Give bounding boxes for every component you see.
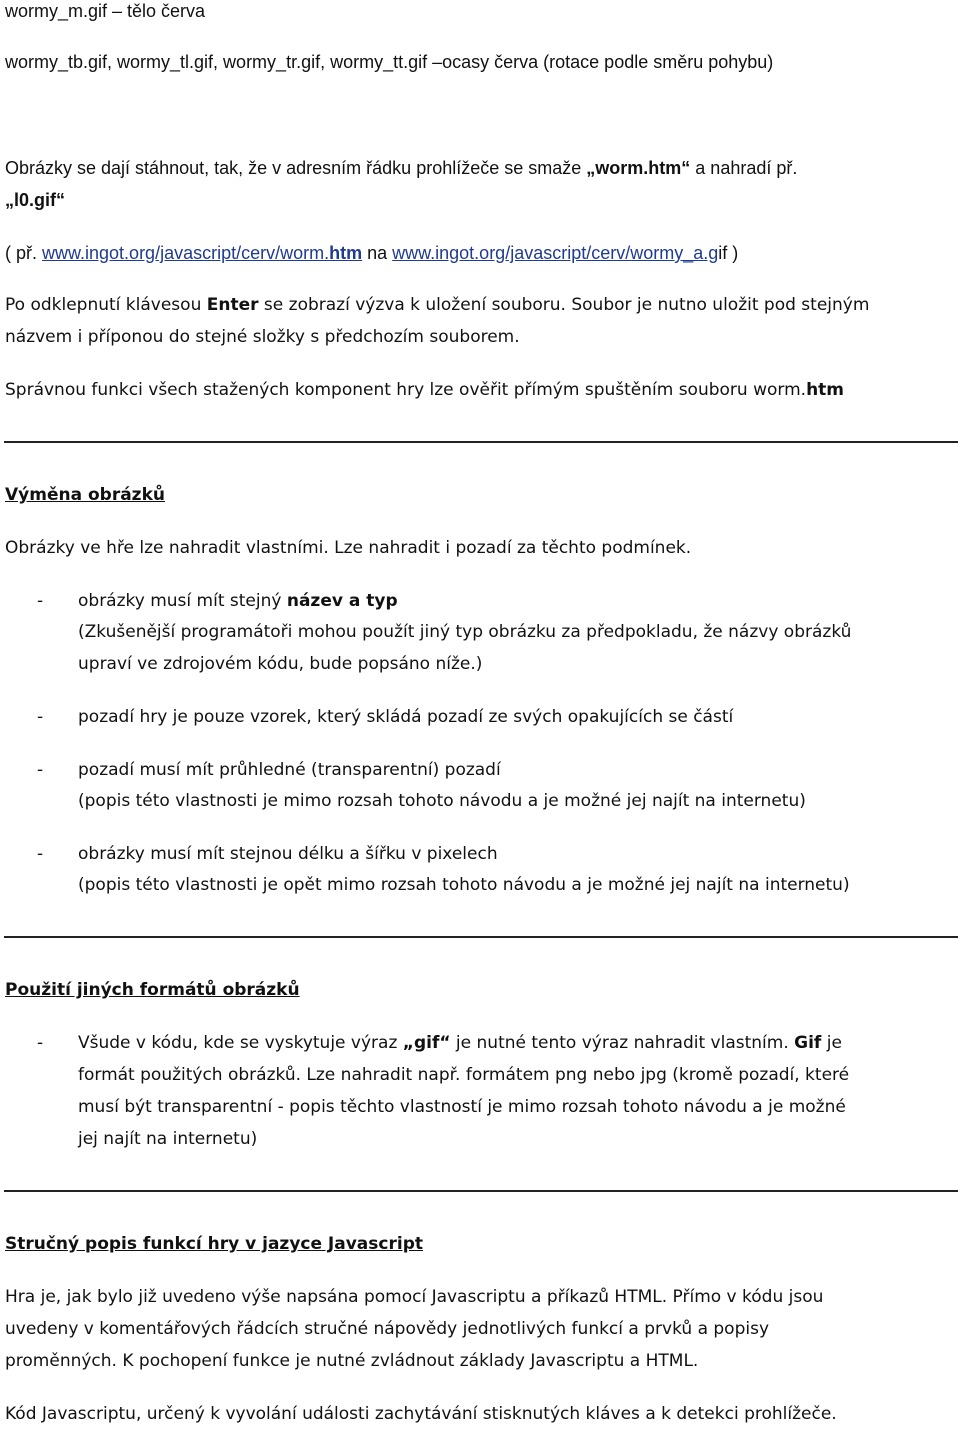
paragraph: uvedeny v komentářových řádcích stručné nápovědy jednotlivých funkcí a prvků a popisy <box>5 1319 770 1339</box>
list-item: obrázky musí mít stejnou délku a šířku v pixelech <box>78 844 498 864</box>
paragraph: Kód Javascriptu, určený k vyvolání události zachytávání stisknutých kláves a k detekci prohlížeče. <box>5 1404 837 1424</box>
example-link-wormy[interactable]: www.ingot.org/javascript/cerv/wormy_a.g <box>392 243 719 263</box>
example-link-worm[interactable]: www.ingot.org/javascript/cerv/worm.htm <box>42 243 363 263</box>
text-fragment: se zobrazí výzva k uložení souboru. Soubor je nutno uložit pod stejným <box>258 295 870 315</box>
text-fragment: je <box>821 1033 842 1053</box>
text-fragment: Všude v kódu, kde se vyskytuje výraz <box>78 1033 403 1053</box>
section-heading: Výměna obrázků <box>5 485 165 505</box>
text-line <box>5 152 797 184</box>
divider <box>4 1190 958 1192</box>
list-item-note: (popis této vlastnosti je mimo rozsah tohoto návodu a je možné jej najít na internetu) <box>78 791 806 811</box>
section-heading: Stručný popis funkcí hry v jazyce Javascript <box>5 1234 423 1254</box>
filename-bold: „worm.htm“ <box>586 158 691 178</box>
text-fragment: na <box>362 243 393 263</box>
divider <box>4 441 958 443</box>
list-item-continuation: formát použitých obrázků. Lze nahradit např. formátem png nebo jpg (kromě pozadí, které <box>78 1065 850 1085</box>
emphasis: název a typ <box>286 591 398 611</box>
list-item <box>78 1027 842 1059</box>
text-fragment: ( př. <box>5 243 43 263</box>
text-line: názvem i příponou do stejné složky s předchozím souborem. <box>5 327 520 347</box>
list-item-note: (popis této vlastnosti je opět mimo rozsah tohoto návodu a je možné jej najít na internetu) <box>78 875 850 895</box>
list-item: pozadí musí mít průhledné (transparentní) pozadí <box>78 760 501 780</box>
list-bullet: - <box>37 844 44 864</box>
section-heading: Použití jiných formátů obrázků <box>5 980 300 1000</box>
emphasis: „gif“ <box>402 1033 451 1053</box>
text-fragment: a nahradí př. <box>690 158 798 178</box>
paragraph: Obrázky ve hře lze nahradit vlastními. Lze nahradit i pozadí za těchto podmínek. <box>5 538 692 558</box>
list-bullet: - <box>37 591 44 611</box>
filename-bold: „l0.gif“ <box>5 190 66 210</box>
text-fragment: Obrázky se dají stáhnout, tak, že v adresním řádku prohlížeče se smaže <box>5 158 587 178</box>
text-line <box>5 289 869 321</box>
list-bullet: - <box>37 760 44 780</box>
key-enter: Enter <box>206 295 259 315</box>
paragraph: Hra je, jak bylo již uvedeno výše napsána pomocí Javascriptu a příkazů HTML. Přímo v kódu jsou <box>5 1287 824 1307</box>
list-item-note: (Zkušenější programátoři mohou použít jiný typ obrázku za předpokladu, že názvy obrázků <box>78 622 852 642</box>
text-fragment: je nutné tento výraz nahradit vlastním. <box>450 1033 795 1053</box>
text-line: wormy_m.gif – tělo červa <box>5 1 206 21</box>
filename-bold: htm <box>806 380 845 400</box>
text-line: wormy_tb.gif, wormy_tl.gif, wormy_tr.gif, wormy_tt.gif –ocasy červa (rotace podle směru pohybu) <box>5 52 774 72</box>
list-bullet: - <box>37 707 44 727</box>
list-item: pozadí hry je pouze vzorek, který skládá pozadí ze svých opakujících se částí <box>78 707 734 727</box>
paragraph: proměnných. K pochopení funkce je nutné zvládnout základy Javascriptu a HTML. <box>5 1351 699 1371</box>
list-bullet: - <box>37 1033 44 1053</box>
list-item <box>78 585 398 617</box>
example-line <box>5 237 738 269</box>
text-fragment: Správnou funkci všech stažených komponent hry lze ověřit přímým spuštěním souboru worm. <box>5 380 807 400</box>
list-item-continuation: jej najít na internetu) <box>78 1129 258 1149</box>
divider <box>4 936 958 938</box>
text-fragment: obrázky musí mít stejný <box>78 591 287 611</box>
list-item-note: upraví ve zdrojovém kódu, bude popsáno níže.) <box>78 654 483 674</box>
text-fragment: if ) <box>718 243 739 263</box>
emphasis: Gif <box>794 1033 822 1053</box>
text-line <box>5 374 844 406</box>
list-item-continuation: musí být transparentní - popis těchto vlastností je mimo rozsah tohoto návodu a je možné <box>78 1097 846 1117</box>
text-fragment: Po odklepnutí klávesou <box>5 295 207 315</box>
